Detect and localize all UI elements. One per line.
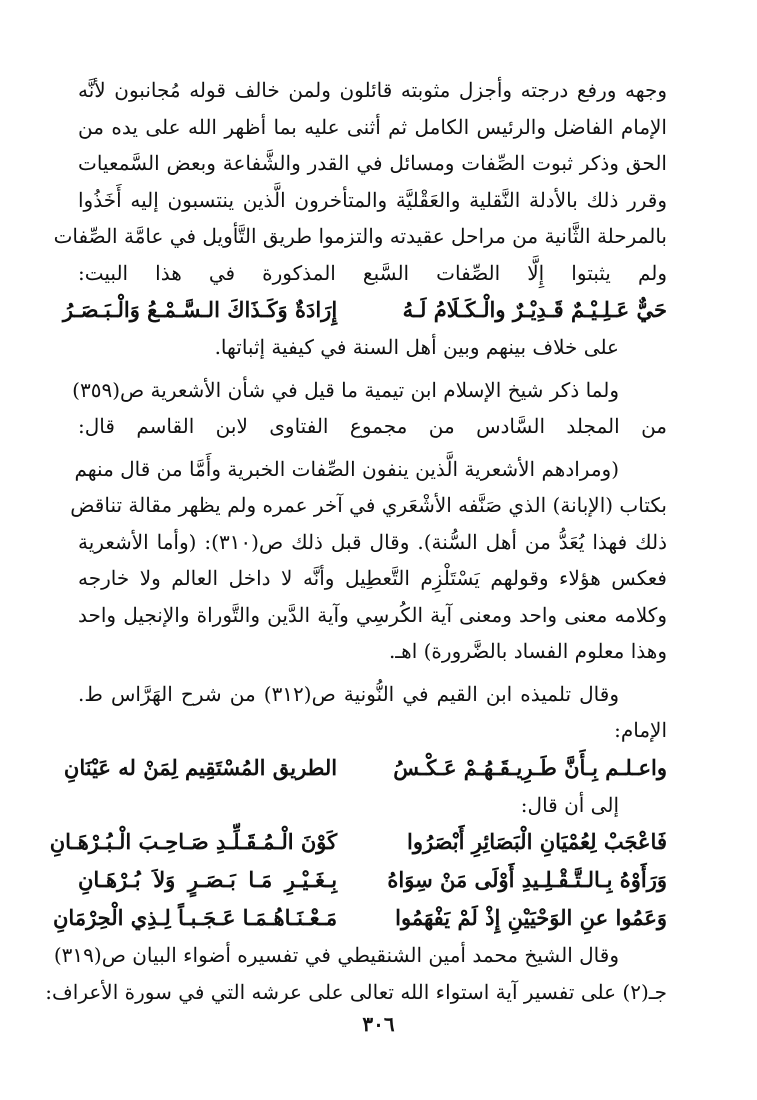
quotation-block <box>70 451 668 670</box>
text-line: ولم يثبتوا إِلَّا الصِّفات السَّبع المذكورة في هذا البيت: <box>78 260 667 285</box>
poem-verse <box>63 749 667 787</box>
quote-line: فعكس هؤلاء وقولهم يَسْتَلْزِم التَّعطِيل وأنَّه لا داخل العالم ولا خارجه <box>78 566 667 590</box>
text-line: ولما ذكر شيخ الإسلام ابن تيمية ما قيل في شأن الأشعرية ص(٣٥٩) <box>72 377 619 402</box>
poem-verse <box>53 899 667 937</box>
quote-line: وهذا معلوم الفساد بالضَّرورة) اهـ. <box>388 639 667 663</box>
verse-second-hemistich: مَـعْـنَـاهُـمَـا عَـجَـبـاً لِـذِي الْحِرْمَانِ <box>53 905 338 930</box>
text-line: على خلاف بينهم وبين أهل السنة في كيفية إثباتها. <box>214 335 619 359</box>
verse-first-hemistich: فَاعْجَبْ لِعُمْيَانِ الْبَصَائِرِ أَبْصَرُوا <box>407 829 667 854</box>
poem-block <box>49 823 667 937</box>
text-line: جـ(٢) على تفسير آية استواء الله تعالى على عرشه التي في سورة الأعراف: <box>45 979 667 1004</box>
text-line: وقال الشيخ محمد أمين الشنقيطي في تفسيره أضواء البيان ص(٣١٩) <box>53 943 619 967</box>
verse-first-hemistich: واعـلـم بِـأَنَّ طَـرِيـقَـهُـمْ عَـكْـسُ <box>393 754 667 780</box>
verse-first-hemistich: حَيٌّ عَـلِـيْـمٌ قَـدِيْـرٌ والْـكَـلَامُ لَـهُ <box>402 297 667 322</box>
paragraph-shinqiti <box>45 937 667 1010</box>
paragraph-ibn-qayyim <box>78 676 667 749</box>
text-line: إلى أن قال: <box>520 792 619 817</box>
text-line: الإمام: <box>614 718 667 742</box>
paragraph-ashari-stages <box>53 72 667 291</box>
poem-verse <box>49 823 667 861</box>
text-line: بالمرحلة الثَّانية من مراحل عقيدته والتزموا طريق التَّأويل في عامَّة الصِّفات <box>53 224 667 248</box>
verse-second-hemistich: كَوْنَ الْـمُـقَـلِّـدِ صَـاحِـبَ الْـبُـرْهَـانِ <box>49 829 338 854</box>
verse-second-hemistich: إِرَادَةٌ وَكَـذَاكَ الـسَّـمْـعُ وَالْـبَـصَـرُ <box>62 297 338 322</box>
quote-line: بكتاب (الإبانة) الذي صَنَّفه الأشْعَري في آخر عمره ولم يظهر مقالة تناقض <box>70 493 667 517</box>
poem-verse <box>62 291 667 329</box>
quote-line: وكلامه معنى واحد ومعنى آية الكُرسِي وآية الدَّين والتَّوراة والإنجيل واحد <box>78 602 667 627</box>
verse-second-hemistich: بِـغَـيْـرِ مَـا بَـصَـرٍ وَلاَ بُـرْهَـانِ <box>78 867 338 892</box>
page-number: ٣٠٦ <box>362 1012 395 1036</box>
quote-line: ذلك فهذا يُعَدُّ من أهل السُّنة). وقال قبل ذلك ص(٣١٠): (وأما الأشعرية <box>78 529 668 554</box>
verse-first-hemistich: وَرَأَوْهُ بِـالـتَّـقْـلِـيدِ أَوْلَى مَنْ سِوَاهُ <box>387 867 667 892</box>
paragraph-ibn-taymiyya <box>72 372 667 445</box>
quote-line: (ومرادهم الأشعرية الَّذين ينفون الصِّفات الخبرية وأَمَّا من قال منهم <box>74 456 619 481</box>
verse-first-hemistich: وَعَمُوا عنِ الوَحْيَيْنِ إِذْ لَمْ يَفْهَمُوا <box>395 905 667 930</box>
text-line: الإمام الفاضل والرئيس الكامل ثم أثنى عليه بما أظهر الله على يده من <box>78 114 667 139</box>
poem-verse <box>78 861 667 899</box>
text-line: وقال تلميذه ابن القيم في النُّونية ص(٣١٢) من شرح الهَرَّاس ط. <box>78 681 619 706</box>
text-line: وجهه ورفع درجته وأجزل مثوبته قائلون ولمن خالف قوله مُجانبون لأنَّه <box>78 78 667 102</box>
text-line: وقرر ذلك بالأدلة النَّقلية والعَقْليَّة والمتأخرون الَّذين ينتسبون إليه أَخَذُوا <box>78 187 667 212</box>
text-line: الحق وذكر ثبوت الصِّفات ومسائل في القدر والشَّفاعة وبعض السَّمعيات <box>78 151 667 175</box>
verse-second-hemistich: الطريق المُسْتَقِيم لِمَنْ له عَيْنَانِ <box>63 754 338 780</box>
text-line: من المجلد السَّادس من مجموع الفتاوى لابن القاسم قال: <box>78 414 667 438</box>
